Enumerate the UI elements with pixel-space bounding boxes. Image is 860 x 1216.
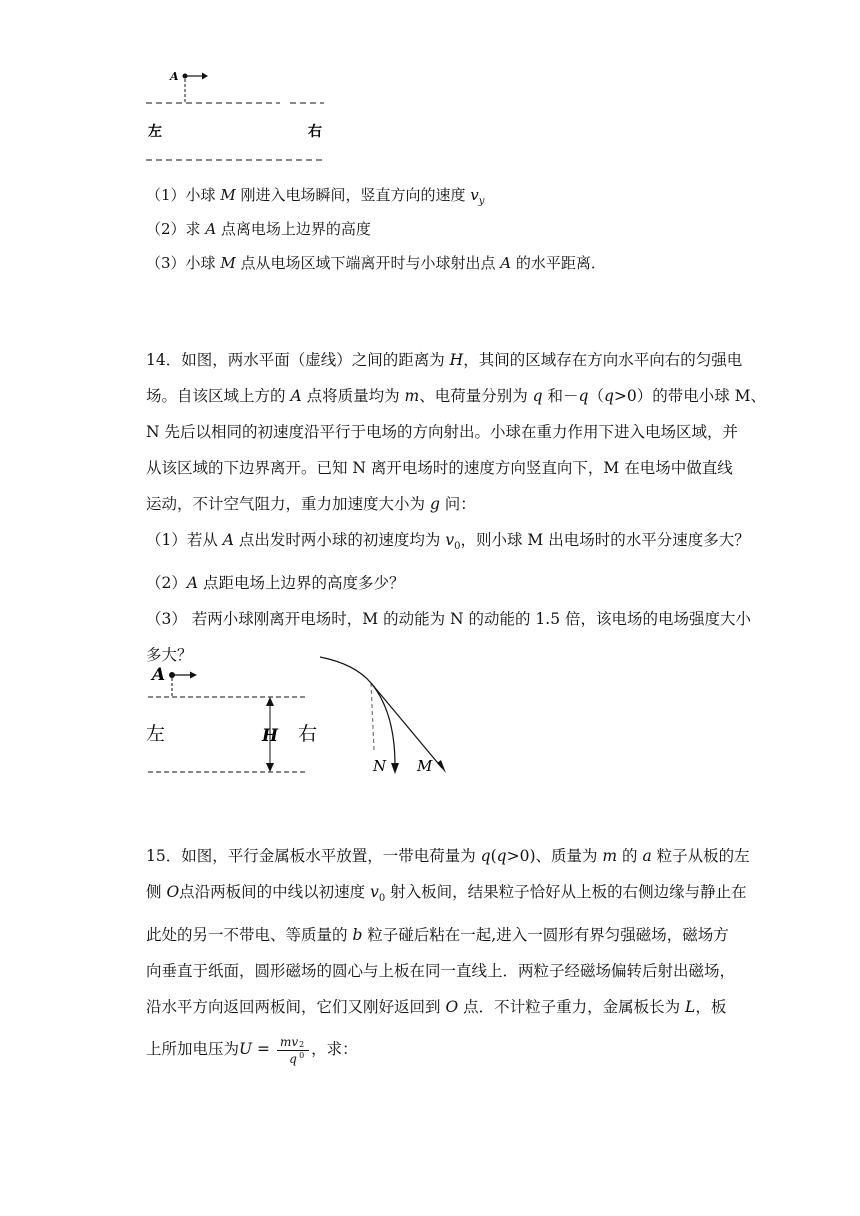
q15-block — [146, 838, 750, 1067]
q13-item-1-subscript: y — [478, 196, 485, 207]
fig2-n-label: N — [373, 757, 387, 775]
figure-1 — [140, 62, 340, 170]
fig1-point-a-label: A — [170, 70, 179, 83]
fig2-arrowhead-icon — [190, 672, 197, 679]
fig2-incoming-trajectory — [320, 657, 371, 683]
fig2-n-arrowhead-icon — [391, 763, 399, 774]
fig2-height-arrowhead-top-icon — [266, 697, 274, 706]
q15-line-1: 15．如图，平行金属板水平放置，一带电荷量为 q(q>0)、质量为 m 的 a 粒子从板的左 — [146, 847, 750, 865]
q13-item-2-prefix: （2）求 — [146, 220, 206, 238]
fig1-left-label: 左 — [148, 124, 162, 140]
fig2-left-label: 左 — [146, 723, 166, 745]
q14-block — [146, 342, 766, 673]
q13-item-3-prefix: （3）小球 — [146, 254, 221, 272]
q15-line-5: 沿水平方向返回两板间，它们又刚好返回到 O 点．不计粒子重力，金属板长为 L，板 — [146, 998, 727, 1017]
q14-line-2: 场。自该区域上方的 A 点将质量均为 m、电荷量分别为 q 和－q（q>0）的带电小球 M、 — [146, 387, 767, 405]
q13-item-3 — [146, 253, 606, 273]
voltage-fraction: mv 2 0 q — [277, 1034, 309, 1067]
q14-sub-1: （1）若从 A 点出发时两小球的初速度均为 $v_0$，则小球 M 出电场时的水平分速度多大？ — [146, 531, 750, 553]
q13-item-3-text: 点从电场区域下端离开时与小球射出点 — [235, 254, 501, 272]
fig2-m-arrowhead-icon — [437, 760, 446, 773]
q14-sub-3-cont: 多大？ — [146, 646, 193, 665]
q14-line-5: 运动，不计空气阻力，重力加速度大小为 g 问： — [146, 495, 476, 513]
fig2-m-trajectory — [371, 683, 442, 768]
q13-item-1-prefix: （1）小球 — [146, 186, 221, 204]
fig2-height-arrowhead-bottom-icon — [266, 763, 274, 772]
q14-line-1: 14．如图，两水平面（虚线）之间的距离为 H，其间的区域存在方向水平向右的匀强电 — [146, 351, 743, 369]
q15-line-3: 此处的另一不带电、等质量的 b 粒子碰后粘在一起,进入一圆形有界匀强磁场，磁场方 — [146, 926, 729, 945]
q14-line-4: 从该区域的下边界离开。已知 N 离开电场时的速度方向竖直向下，M 在电场中做直线 — [146, 459, 733, 477]
q14-sub-2: （2）A 点距电场上边界的高度多少？ — [146, 574, 405, 593]
q13-item-2-text: 点离电场上边界的高度 — [216, 220, 371, 238]
q14-sub-3: （3） 若两小球刚离开电场时，M 的动能为 N 的动能的 1.5 倍，该电场的电场强度大小 — [146, 610, 752, 629]
q13-item-1-symbol: v — [470, 186, 479, 204]
fig1-arrowhead-icon — [202, 73, 208, 80]
q15-line-2: 侧 O点沿两板间的中线以初速度 $v_0$ 射入板间，结果粒子恰好从上板的右侧边缘与静止在 — [146, 883, 747, 905]
fig2-n-trajectory — [371, 683, 395, 765]
q14-line-3: N 先后以相同的初速度沿平行于电场的方向射出。小球在重力作用下进入电场区域，并 — [146, 423, 738, 441]
q13-item-3-var2: A — [500, 254, 512, 272]
q13-item-3-var: M — [220, 254, 236, 272]
fig2-m-label: M — [417, 757, 433, 775]
q15-line-6: 上所加电压为U = mv 2 0 q ，求： — [146, 1034, 358, 1066]
q13-item-2 — [146, 219, 371, 239]
fig2-point-a-label: A — [152, 665, 166, 685]
q13-item-1-text: 刚进入电场瞬间，竖直方向的速度 — [235, 186, 471, 204]
q13-item-2-var: A — [205, 220, 217, 238]
fig2-vertical-reference — [371, 683, 374, 750]
fig1-right-label: 右 — [308, 124, 322, 140]
fig2-right-label: 右 — [298, 723, 318, 745]
fig2-height-label: H — [262, 726, 279, 746]
q13-item-1 — [146, 185, 484, 212]
q13-item-1-var: M — [220, 186, 236, 204]
q13-item-3-text2: 的水平距离． — [511, 254, 606, 272]
q15-line-4: 向垂直于纸面，圆形磁场的圆心与上板在同一直线上．两粒子经磁场偏转后射出磁场， — [146, 962, 736, 981]
figure-2 — [140, 650, 460, 785]
